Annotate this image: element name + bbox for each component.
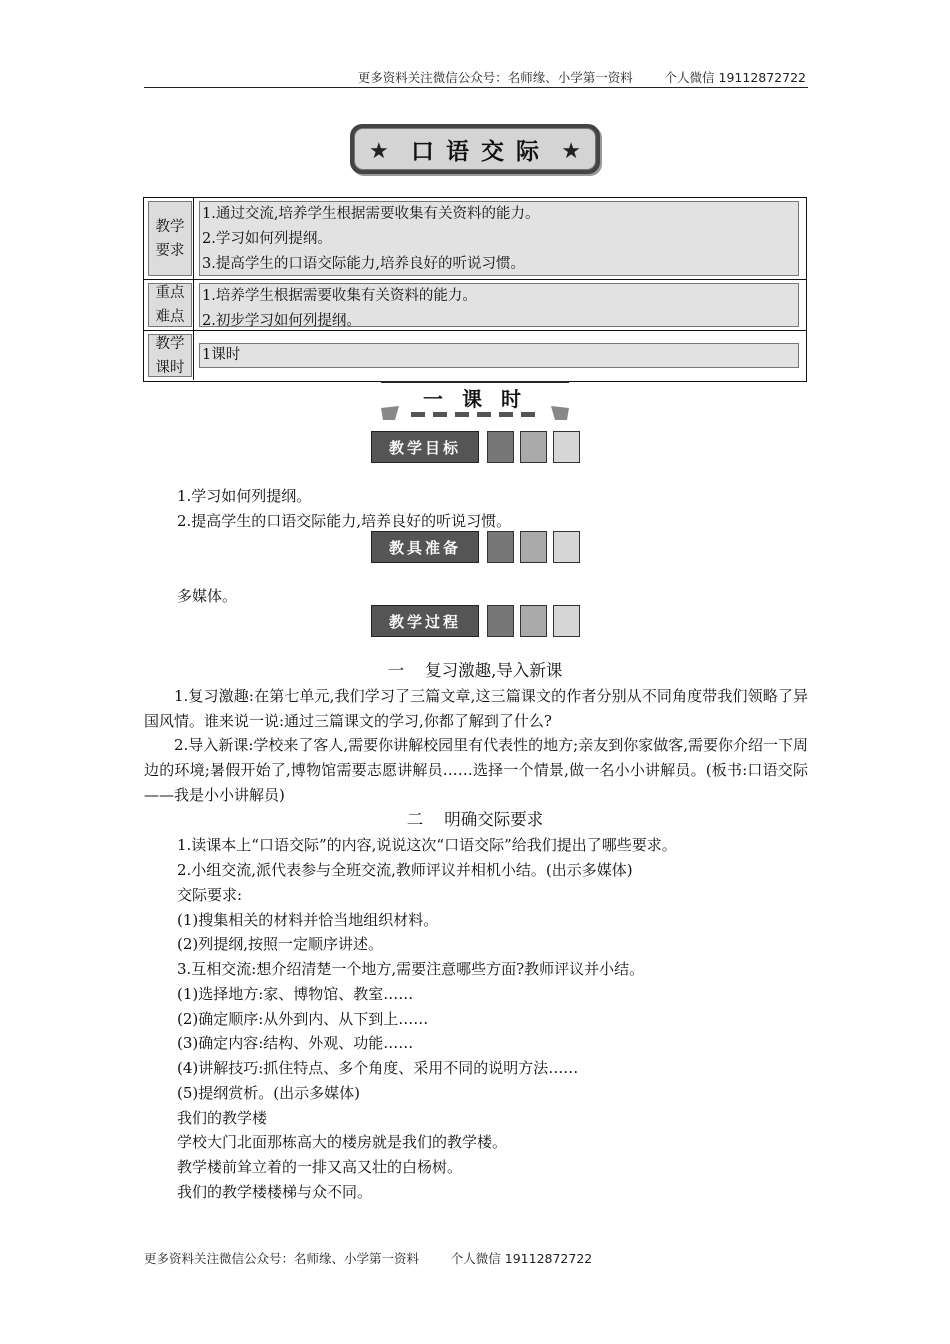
- text-line: (2)列提纲,按照一定顺序讲述。: [177, 935, 384, 953]
- tools-text: 多媒体。: [177, 587, 238, 605]
- table-row: [144, 198, 806, 279]
- star-left-icon: ★: [369, 139, 389, 164]
- badge-tools: 教具准备: [371, 531, 581, 563]
- section-heading: 二 明确交际要求: [406, 810, 544, 829]
- text-line: (1)搜集相关的材料并恰当地组织材料。: [177, 911, 439, 929]
- page-title: 口语交际: [411, 138, 551, 165]
- row-label: 重点 难点: [148, 283, 192, 327]
- square-light-icon: [553, 605, 580, 637]
- row-label: 教学 课时: [148, 334, 192, 377]
- paragraph: 1.复习激趣:在第七单元,我们学习了三篇文章,这三篇课文的作者分别从不同角度带我们领略了异国风情。谁来说一说:通过三篇课文的学习,你都了解到了什么?: [144, 687, 808, 730]
- square-mid-icon: [520, 531, 547, 563]
- square-light-icon: [553, 531, 580, 563]
- goal-line: 2.提高学生的口语交际能力,培养良好的听说习惯。: [177, 512, 512, 530]
- section-heading: 一 复习激趣,导入新课: [387, 661, 563, 680]
- text-line: (4)讲解技巧:抓住特点、多个角度、采用不同的说明方法……: [177, 1059, 579, 1077]
- text-line: (2)确定顺序:从外到内、从下到上……: [177, 1010, 429, 1028]
- row-content: 1课时: [199, 343, 799, 368]
- text-line: (3)确定内容:结构、外观、功能……: [177, 1034, 414, 1052]
- title-banner: [350, 124, 600, 174]
- square-dark-icon: [487, 531, 514, 563]
- row-content: 1.培养学生根据需要收集有关资料的能力。 2.初步学习如何列提纲。: [199, 283, 799, 327]
- square-dark-icon: [487, 431, 514, 463]
- star-right-icon: ★: [561, 139, 581, 164]
- page-footer: 更多资料关注微信公众号：名师缘、小学第一资料 个人微信 19112872722: [144, 1251, 593, 1266]
- text-line: (1)选择地方:家、博物馆、教室……: [177, 985, 414, 1003]
- info-table: [143, 197, 807, 382]
- paragraph: 2.导入新课:学校来了客人,需要你讲解校园里有代表性的地方;亲友到你家做客,需要你介绍一下周边的环境;暑假开始了,博物馆需要志愿讲解员……选择一个情景,做一名小小讲解员。(板书:口语交际——我是小小讲解员): [144, 736, 808, 804]
- dash-decoration-icon: [381, 404, 569, 424]
- header-divider: [144, 87, 808, 88]
- square-light-icon: [553, 431, 580, 463]
- row-label: 教学 要求: [148, 201, 192, 276]
- text-line: 我们的教学楼楼梯与众不同。: [177, 1183, 373, 1201]
- square-mid-icon: [520, 431, 547, 463]
- text-line: 我们的教学楼: [177, 1109, 268, 1127]
- badge-goals: 教学目标: [371, 431, 581, 463]
- square-dark-icon: [487, 605, 514, 637]
- lesson-title: 一 课 时: [423, 387, 527, 411]
- table-row: [144, 331, 806, 380]
- badge-process: 教学过程: [371, 605, 581, 637]
- text-line: 2.小组交流,派代表参与全班交流,教师评议并相机小结。(出示多媒体): [177, 861, 633, 879]
- text-line: (5)提纲赏析。(出示多媒体): [177, 1084, 360, 1102]
- text-line: 学校大门北面那栋高大的楼房就是我们的教学楼。: [177, 1133, 508, 1151]
- text-line: 3.互相交流:想介绍清楚一个地方,需要注意哪些方面?教师评议并小结。: [177, 960, 645, 978]
- row-content: 1.通过交流,培养学生根据需要收集有关资料的能力。 2.学习如何列提纲。 3.提高学生的口语交际能力,培养良好的听说习惯。: [199, 201, 799, 276]
- goal-line: 1.学习如何列提纲。: [177, 487, 312, 505]
- page-header: 更多资料关注微信公众号：名师缘、小学第一资料 个人微信 19112872722: [357, 70, 806, 85]
- text-line: 教学楼前耸立着的一排又高又壮的白杨树。: [177, 1158, 463, 1176]
- text-line: 交际要求:: [177, 886, 243, 904]
- text-line: 1.读课本上“口语交际”的内容,说说这次“口语交际”给我们提出了哪些要求。: [177, 836, 677, 854]
- lesson-banner: [381, 381, 569, 425]
- square-mid-icon: [520, 605, 547, 637]
- table-row: [144, 280, 806, 330]
